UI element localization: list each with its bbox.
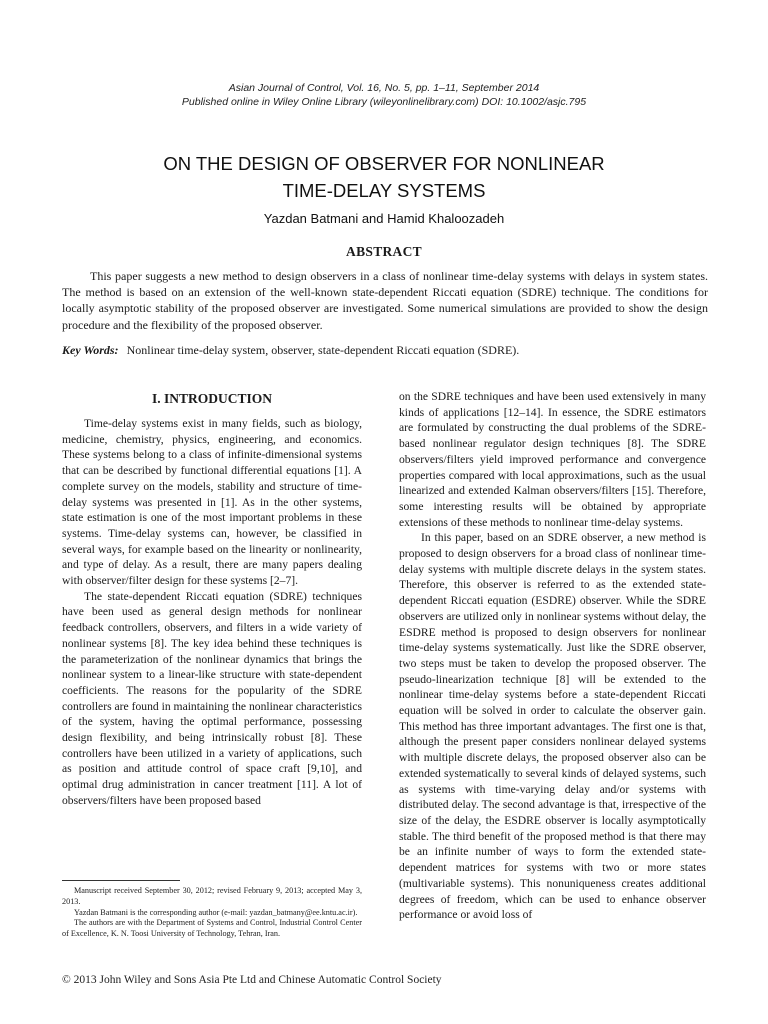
paper-title	[0, 150, 768, 204]
footnotes	[62, 886, 362, 940]
journal-doi-line: Published online in Wiley Online Library (wileyonlinelibrary.com) DOI: 10.1002/asjc.795	[181, 96, 587, 108]
intro-paragraph-4: In this paper, based on an SDRE observer, a new method is proposed to design observers for a broad class of nonlinear time-delay systems with multiple discrete delays in the system states. Therefore, this observer is referred to as the extended state-dependent Riccati equation (ESDRE) observer. While the SDRE observers are utilized only in nonlinear systems without delay, the ESDRE method is proposed to design observers for nonlinear time-delay systems systematically. Just like the SDRE observer, two steps must be taken to develop the proposed observer. The pseudo-linearization technique [8] will be extended to the nonlinear time-delay systems before a state-dependent Riccati equation will be solved in order to calculate the observer gain. This method has three important advantages. The first one is that, although the present paper considers nonlinear delayed systems with multiple discrete delays, the proposed observer also can be extended systematically to several kinds of delayed systems, such as systems with time-varying delay and/or systems with distributed delay. The second advantage is that, irrespective of the size of the delay, the ESDRE observer is locally asymptotically stable. The third benefit of the proposed method is that there may be an infinite number of ways to form the extended state-dependent matrices for systems with two or more states (multivariable systems). This nonuniqueness creates additional degrees of freedom, which can be used to enhance observer performance or avoid loss of	[399, 531, 706, 922]
intro-paragraph-1: Time-delay systems exist in many fields, such as biology, medicine, chemistry, physics, engineering, and economics. These systems belong to a class of infinite-dimensional systems that can be described by functional differential equations [1]. A complete survey on the models, stability and structure of time-delay systems was presented in [1]. As in the other systems, state estimation is one of the most important problems in these systems. Time-delay systems can, however, be classified in several ways, for example based on the linearity or nonlinearity, and type of delay. As a result, there are many papers dealing with observer/filter design for these systems [2–7].	[62, 417, 362, 588]
intro-paragraph-3: on the SDRE techniques and have been used extensively in many kinds of applications [12–14]. In essence, the SDRE estimators are formulated by constructing the dual problems of the SDRE-based nonlinear regulator design techniques [8]. The SDRE observers/filters yield improved performance and convergence properties compared with local approximations, such as the usual linearized and extended Kalman observers/filters [15]. Therefore, some interesting results will be obtained by appropriate extensions of these methods to nonlinear time-delay systems.	[399, 390, 706, 529]
footnote-affiliation: The authors are with the Department of Systems and Control, Industrial Control Center of Excellence, K. N. Toosi University of Technology, Tehran, Iran.	[62, 918, 362, 939]
title-line-1: ON THE DESIGN OF OBSERVER FOR NONLINEAR	[163, 153, 605, 174]
left-column	[62, 416, 362, 809]
footnote-corresponding-author: Yazdan Batmani is the corresponding author (e-mail: yazdan_batmany@ee.kntu.ac.ir).	[74, 907, 358, 917]
footnote-manuscript: Manuscript received September 30, 2012; revised February 9, 2013; accepted May 3, 2013.	[62, 886, 362, 906]
keywords-text: Nonlinear time-delay system, observer, state-dependent Riccati equation (SDRE).	[126, 343, 520, 357]
title-line-2: TIME-DELAY SYSTEMS	[282, 180, 486, 201]
keywords-label: Key Words:	[62, 343, 119, 357]
abstract-text: This paper suggests a new method to design observers in a class of nonlinear time-delay systems with delays in system states. The method is based on an extension of the well-known state-dependent Riccati equation (SDRE) technique. The conditions for locally asymptotic stability of the proposed observer are investigated. Some numerical simulations are provided to show the design procedure and the flexibility of the proposed observer.	[62, 269, 708, 332]
copyright-footer: © 2013 John Wiley and Sons Asia Pte Ltd and Chinese Automatic Control Society	[62, 974, 442, 986]
intro-paragraph-2: The state-dependent Riccati equation (SDRE) techniques have been used as general design methods for nonlinear feedback controllers, observers, and filters in a wide variety of nonlinear systems [8]. The key idea behind these techniques is the parameterization of the nonlinear dynamics that brings the nonlinear system to a linear-like structure with state-dependent coefficients. The reasons for the popularity of the SDRE controllers are found in maintaining the nonlinear characteristics of the system, having the optimal performance, possessing design flexibility, and being intrinsically robust [8]. These controllers have been utilized in a variety of applications, such as position and attitude control of space craft [9,10], and optimal drug administration in cancer treatment [11]. A lot of observers/filters have been proposed based	[62, 589, 362, 807]
section-heading-introduction: I. INTRODUCTION	[151, 391, 273, 406]
abstract-heading: ABSTRACT	[346, 244, 422, 259]
footnote-rule	[62, 880, 180, 881]
right-column	[399, 389, 706, 923]
journal-citation: Asian Journal of Control, Vol. 16, No. 5, pp. 1–11, September 2014	[228, 82, 540, 94]
authors: Yazdan Batmani and Hamid Khaloozadeh	[263, 211, 505, 226]
keywords	[62, 343, 708, 358]
